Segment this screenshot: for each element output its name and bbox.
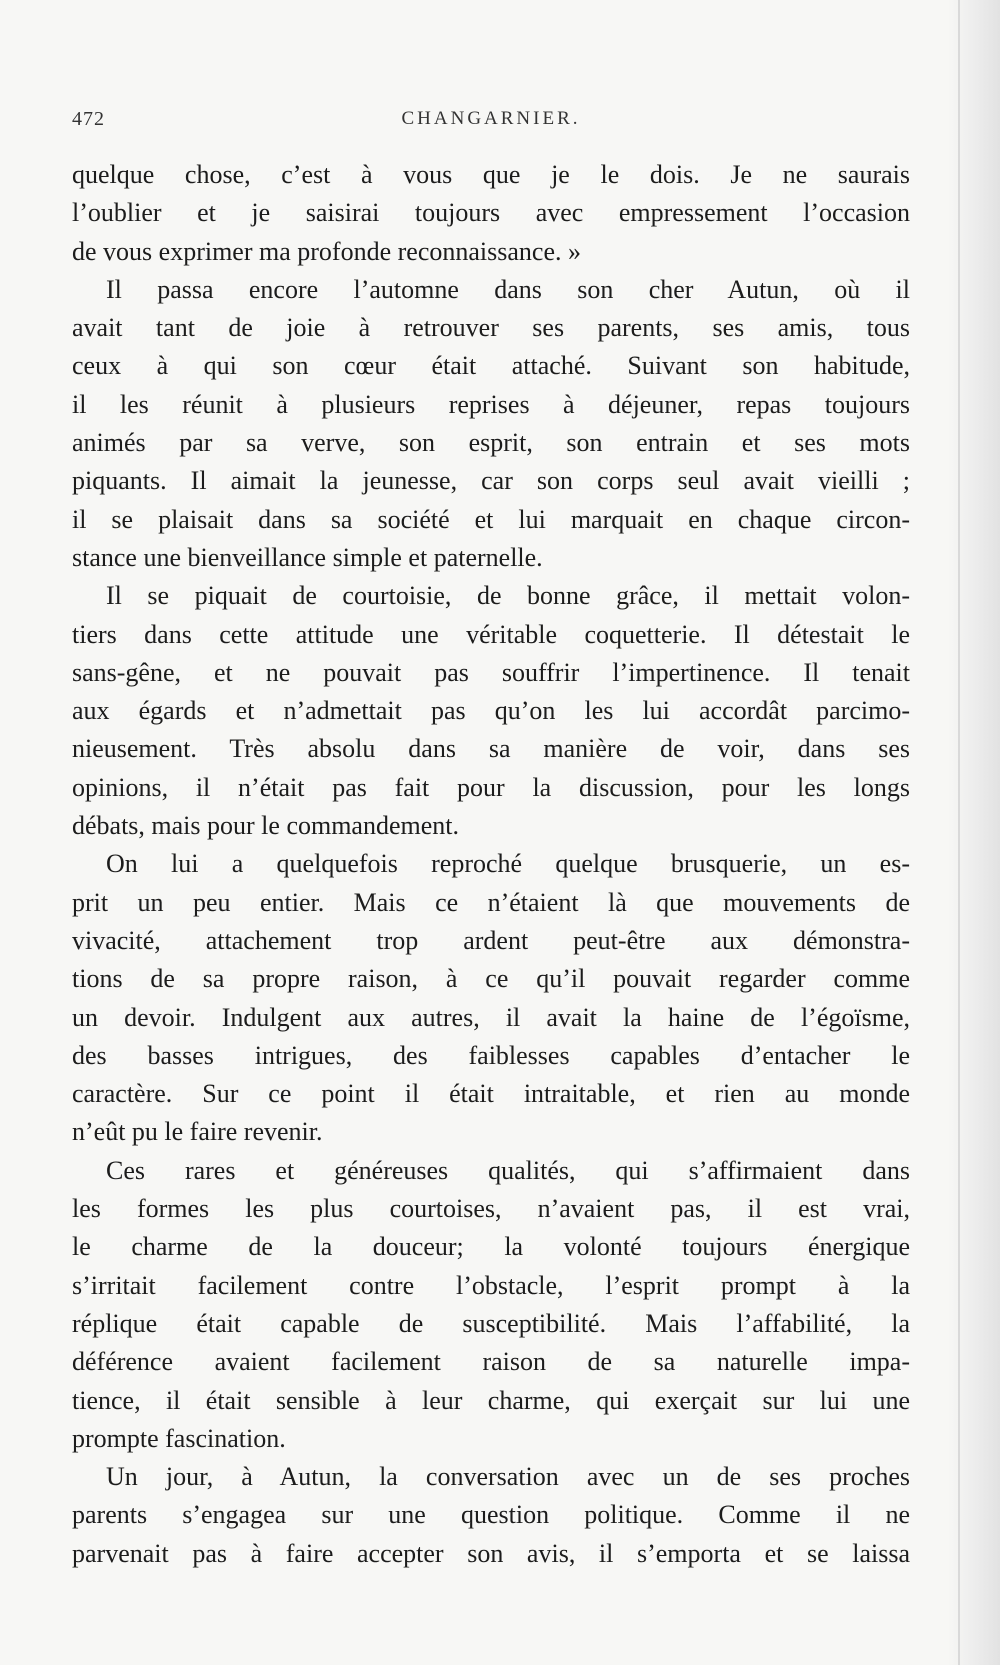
text-line: vivacité, attachement trop ardent peut-être aux démonstra- — [72, 925, 910, 955]
text-line: tience, il était sensible à leur charme, qui exerçait sur lui une — [72, 1385, 910, 1415]
text-line: ceux à qui son cœur était attaché. Suivant son habitude, — [72, 351, 910, 381]
page-edge-shadow — [948, 0, 1000, 1665]
body-text — [72, 156, 910, 1573]
text-line: tions de sa propre raison, à ce qu’il pouvait regarder comme — [72, 964, 910, 994]
text-line: stance une bienveillance simple et paternelle. — [72, 542, 543, 572]
text-line: il se plaisait dans sa société et lui marquait en chaque circon- — [72, 504, 910, 534]
text-line: tiers dans cette attitude une véritable coquetterie. Il détestait le — [72, 619, 910, 649]
text-line: un devoir. Indulgent aux autres, il avait la haine de l’égoïsme, — [72, 1002, 910, 1032]
text-line: quelque chose, c’est à vous que je le dois. Je ne saurais — [72, 160, 910, 189]
text-line: animés par sa verve, son esprit, son entrain et ses mots — [72, 428, 910, 458]
text-line: réplique était capable de susceptibilité. Mais l’affabilité, la — [72, 1308, 910, 1338]
text-line: prompte fascination. — [72, 1423, 286, 1453]
text-line: piquants. Il aimait la jeunesse, car son corps seul avait vieilli ; — [72, 466, 910, 496]
text-line: Il se piquait de courtoisie, de bonne grâce, il mettait volon- — [106, 581, 910, 611]
text-line: opinions, il n’était pas fait pour la discussion, pour les longs — [72, 772, 910, 802]
text-line: On lui a quelquefois reproché quelque brusquerie, un es- — [106, 849, 910, 879]
text-line: débats, mais pour le commandement. — [72, 811, 460, 841]
text-line: aux égards et n’admettait pas qu’on les lui accordât parcimo- — [72, 696, 910, 726]
text-line: parvenait pas à faire accepter son avis, il s’emporta et se laissa — [72, 1538, 910, 1568]
text-line: les formes les plus courtoises, n’avaient pas, il est vrai, — [72, 1194, 910, 1224]
text-line: parents s’engagea sur une question politique. Comme il ne — [72, 1500, 910, 1530]
text-line: il les réunit à plusieurs reprises à déjeuner, repas toujours — [72, 389, 910, 419]
text-line: le charme de la douceur; la volonté toujours énergique — [72, 1232, 910, 1262]
text-line: déférence avaient facilement raison de sa naturelle impa- — [72, 1347, 910, 1377]
text-line: nieusement. Très absolu dans sa manière de voir, dans ses — [72, 734, 910, 764]
text-line: de vous exprimer ma profonde reconnaissance. » — [72, 236, 581, 266]
page-number: 472 — [72, 108, 105, 130]
text-line: Il passa encore l’automne dans son cher Autun, où il — [106, 274, 910, 304]
text-line: sans-gêne, et ne pouvait pas souffrir l’impertinence. Il tenait — [72, 657, 910, 687]
text-line: n’eût pu le faire revenir. — [72, 1117, 323, 1147]
text-line: avait tant de joie à retrouver ses parents, ses amis, tous — [72, 313, 910, 343]
text-line: l’oublier et je saisirai toujours avec empressement l’occasion — [72, 198, 910, 228]
page-edge-line — [958, 0, 960, 1665]
page-header — [72, 108, 910, 138]
running-title: CHANGARNIER. — [401, 108, 581, 129]
text-line: Ces rares et généreuses qualités, qui s’affirmaient dans — [106, 1155, 910, 1185]
text-line: caractère. Sur ce point il était intraitable, et rien au monde — [72, 1079, 910, 1109]
text-line: prit un peu entier. Mais ce n’étaient là que mouvements de — [72, 887, 910, 917]
text-line: Un jour, à Autun, la conversation avec un de ses proches — [106, 1462, 910, 1492]
text-line: des basses intrigues, des faiblesses capables d’entacher le — [72, 1040, 910, 1070]
text-line: s’irritait facilement contre l’obstacle, l’esprit prompt à la — [72, 1270, 910, 1300]
